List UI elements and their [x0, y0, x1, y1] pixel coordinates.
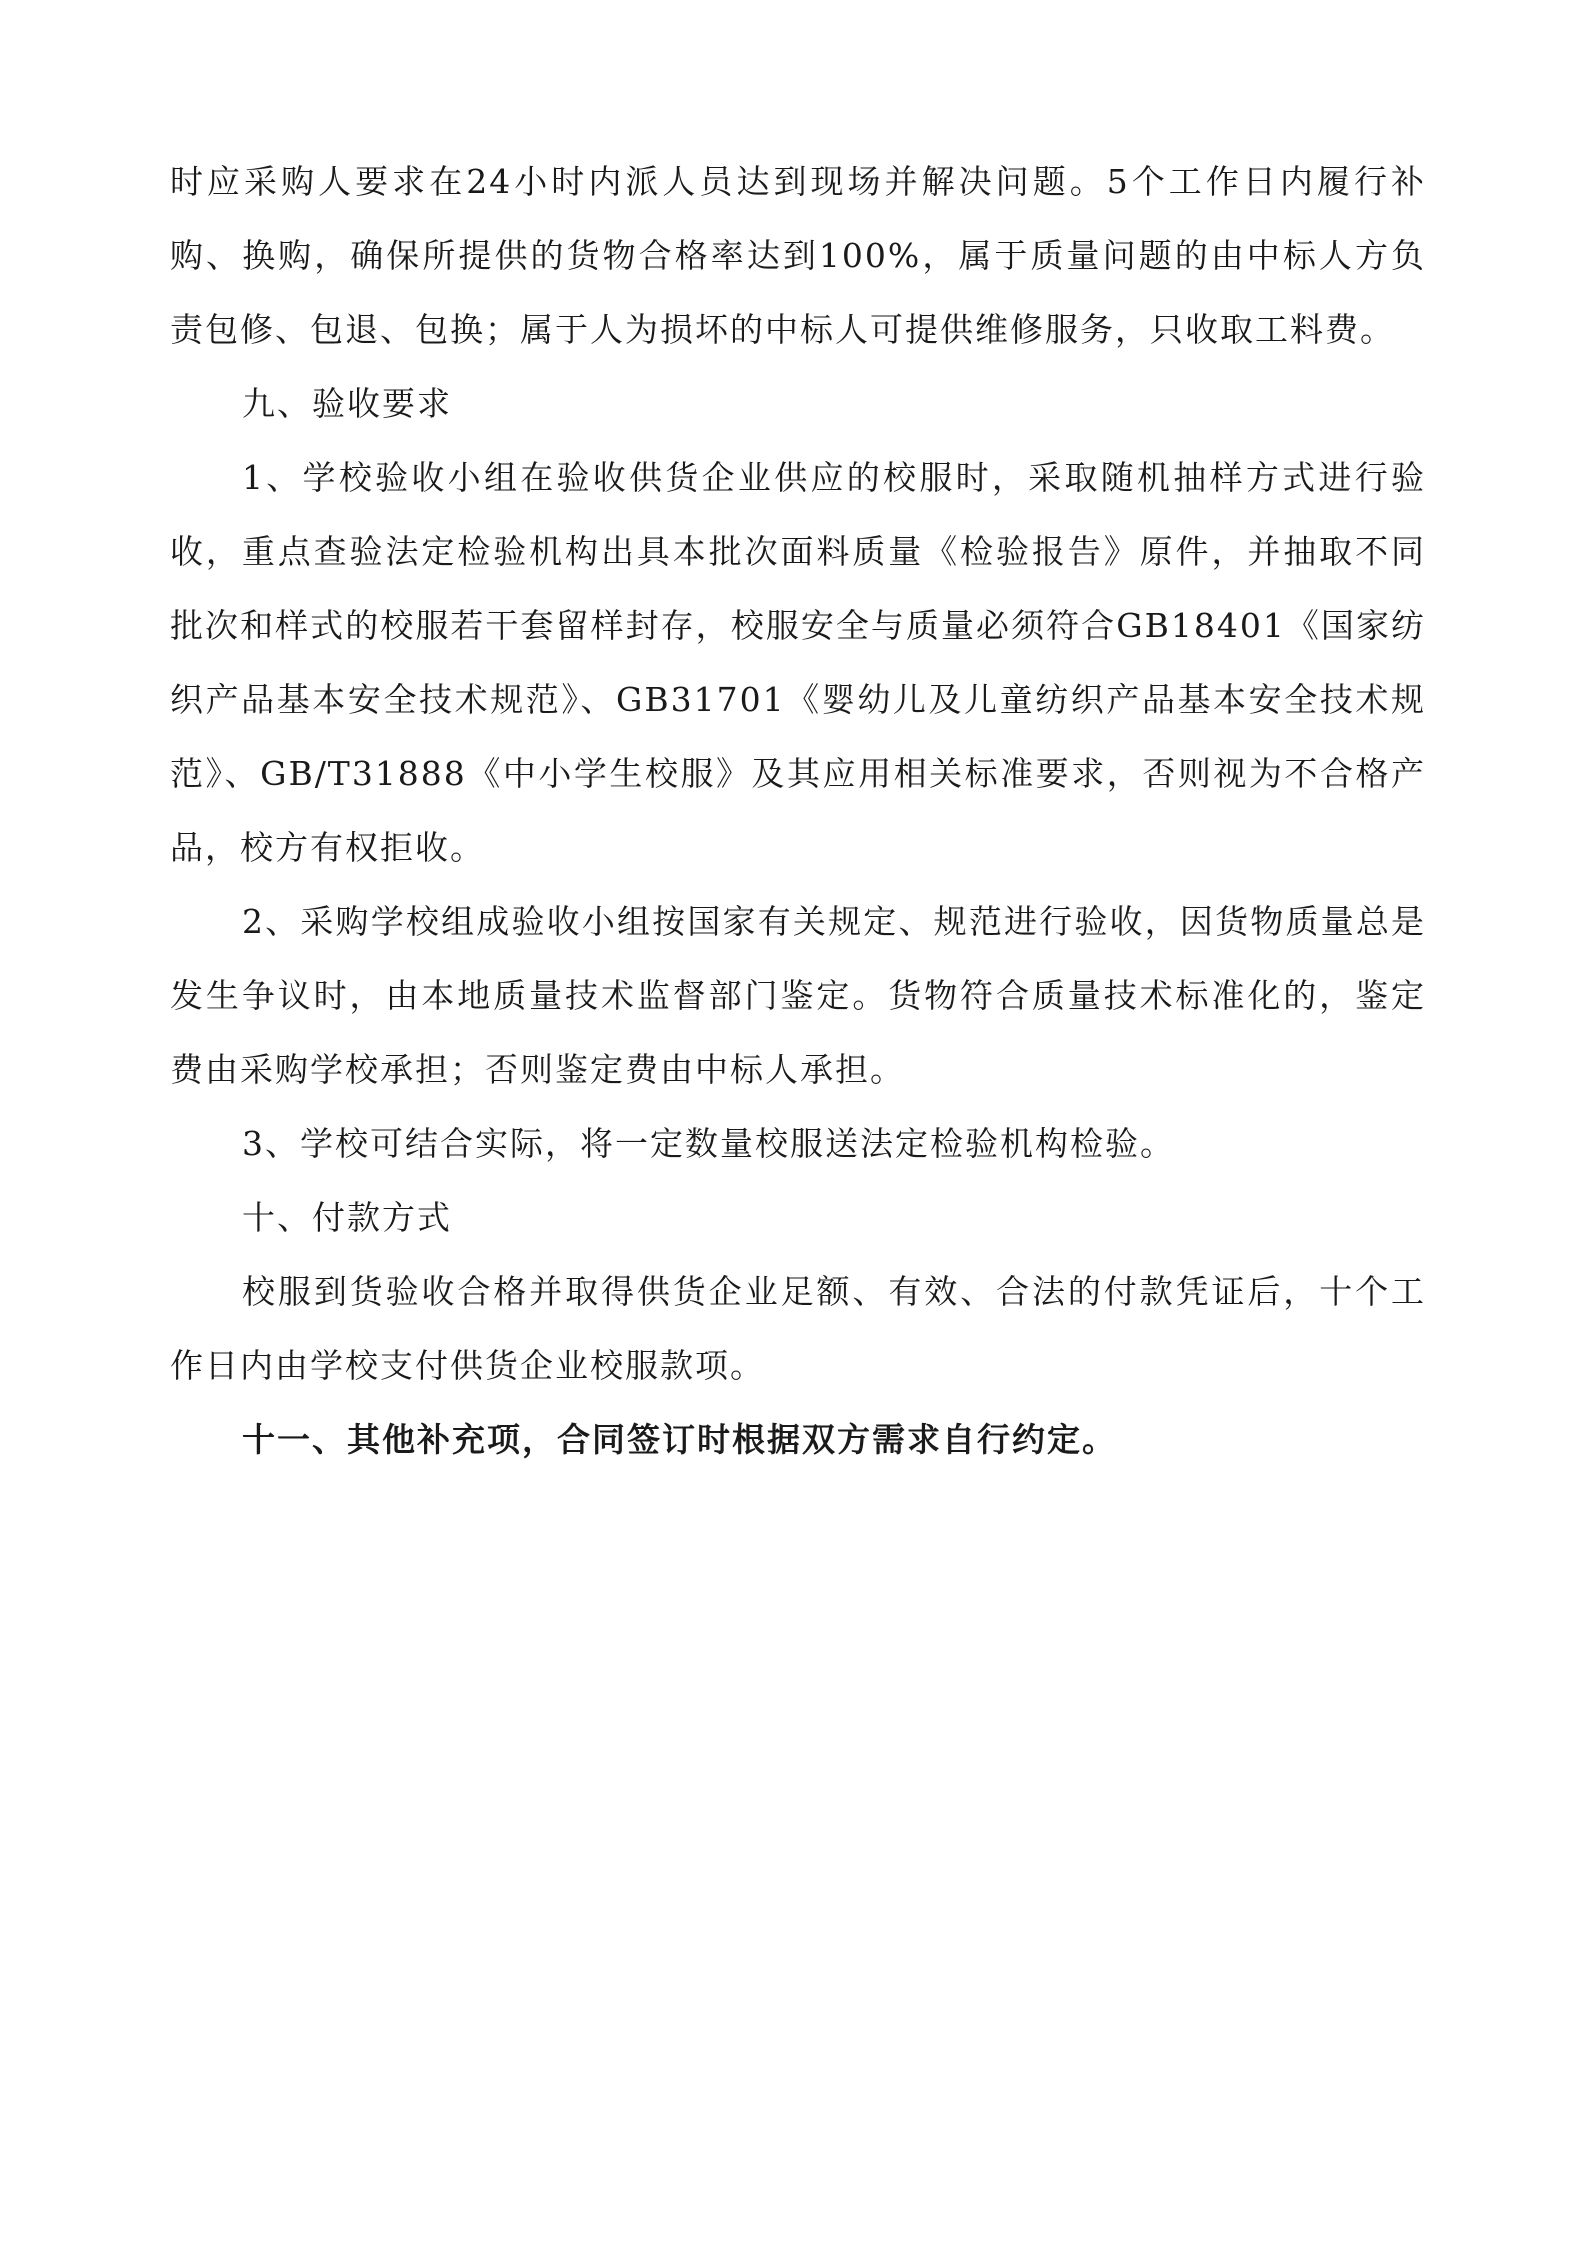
paragraph-continuation: 时应采购人要求在24小时内派人员达到现场并解决问题。5个工作日内履行补购、换购，确保所提供的货物合格率达到100%，属于质量问题的由中标人方负责包修、包退、包换；属于人为损坏的中标人可提供维修服务，只收取工料费。: [170, 162, 1426, 349]
document-body: [170, 145, 1426, 1477]
paragraph-acceptance-2: 2、采购学校组成验收小组按国家有关规定、规范进行验收，因货物质量总是发生争议时，由本地质量技术监督部门鉴定。货物符合质量技术标准化的，鉴定费由采购学校承担；否则鉴定费由中标人承担。: [170, 902, 1426, 1089]
paragraph-payment: 校服到货验收合格并取得供货企业足额、有效、合法的付款凭证后，十个工作日内由学校支付供货企业校服款项。: [170, 1272, 1426, 1385]
section-heading-payment: 十、付款方式: [242, 1198, 452, 1237]
section-heading-acceptance: 九、验收要求: [242, 384, 452, 423]
paragraph-acceptance-3: 3、学校可结合实际，将一定数量校服送法定检验机构检验。: [242, 1124, 1175, 1163]
paragraph-acceptance-1: 1、学校验收小组在验收供货企业供应的校服时，采取随机抽样方式进行验收，重点查验法定检验机构出具本批次面料质量《检验报告》原件，并抽取不同批次和样式的校服若干套留样封存，校服安全与质量必须符合GB18401《国家纺织产品基本安全技术规范》、GB31701《婴幼儿及儿童纺织产品基本安全技术规范》、GB/T31888《中小学生校服》及其应用相关标准要求，否则视为不合格产品，校方有权拒收。: [170, 458, 1426, 867]
section-heading-other: 十一、其他补充项，合同签订时根据双方需求自行约定。: [242, 1420, 1117, 1459]
